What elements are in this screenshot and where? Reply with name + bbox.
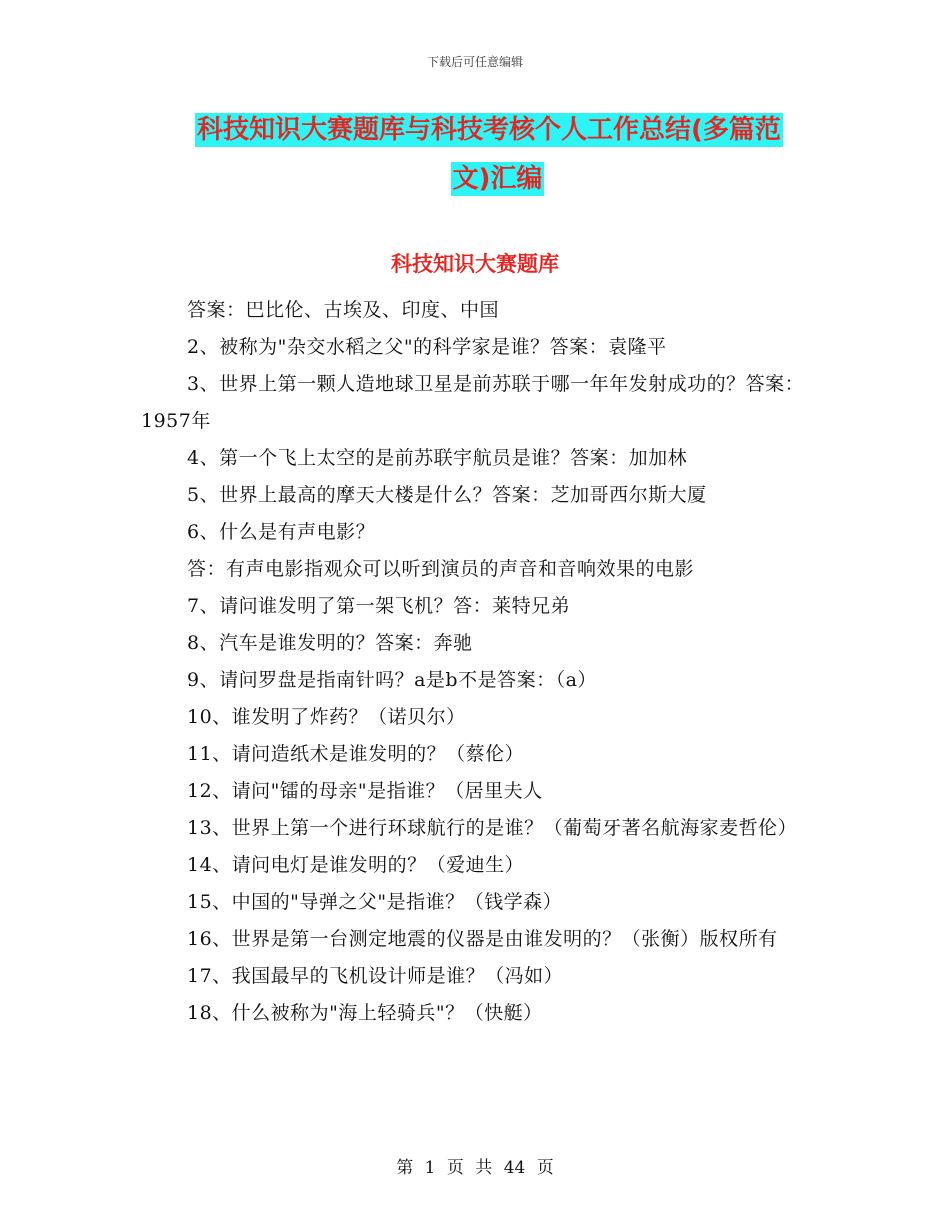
paragraph: 8、汽车是谁发明的？答案：奔驰 [187,632,473,654]
paragraph: 15、中国的"导弹之父"是指谁？（钱学森） [187,891,563,913]
paragraph: 答案：巴比伦、古埃及、印度、中国 [187,299,500,321]
paragraph: 17、我国最早的飞机设计师是谁？（冯如） [187,965,564,987]
paragraph: 13、世界上第一个进行环球航行的是谁？（葡萄牙著名航海家麦哲伦） [187,817,798,839]
paragraph: 答：有声电影指观众可以听到演员的声音和音响效果的电影 [187,558,695,580]
title-line-2: 文)汇编 [452,164,543,194]
paragraph: 2、被称为"杂交水稻之父"的科学家是谁？答案：袁隆平 [187,336,667,358]
paragraph: 3、世界上第一颗人造地球卫星是前苏联于哪一年年发射成功的？答案：1957年 [141,373,805,432]
paragraph: 7、请问谁发明了第一架飞机？答：莱特兄弟 [187,595,571,617]
paragraph: 16、世界是第一台测定地震的仪器是由谁发明的？（张衡）版权所有 [187,928,778,950]
paragraph: 10、谁发明了炸药？（诺贝尔） [187,706,466,728]
paragraph: 12、请问"镭的母亲"是指谁？（居里夫人 [187,780,543,802]
paragraph: 9、请问罗盘是指南针吗？a是b不是答案：（a） [187,669,597,691]
section-title: 科技知识大赛题库 [391,252,559,276]
paragraph: 14、请问电灯是谁发明的？（爱迪生） [187,854,525,876]
paragraph: 11、请问造纸术是谁发明的？（蔡伦） [187,743,525,765]
header-note: 下载后可任意编辑 [426,55,523,69]
paragraph: 6、什么是有声电影？ [187,521,376,543]
question-list [141,292,806,1032]
title-line-1: 科技知识大赛题库与科技考核个人工作总结(多篇范 [197,115,781,145]
paragraph: 18、什么被称为"海上轻骑兵"？（快艇） [187,1002,543,1024]
paragraph: 5、世界上最高的摩天大楼是什么？答案：芝加哥西尔斯大厦 [187,484,707,506]
page-footer: 第 1 页 共 44 页 [396,1158,554,1178]
paragraph: 4、第一个飞上太空的是前苏联宇航员是谁？答案：加加林 [187,447,688,469]
document-title [195,110,800,199]
